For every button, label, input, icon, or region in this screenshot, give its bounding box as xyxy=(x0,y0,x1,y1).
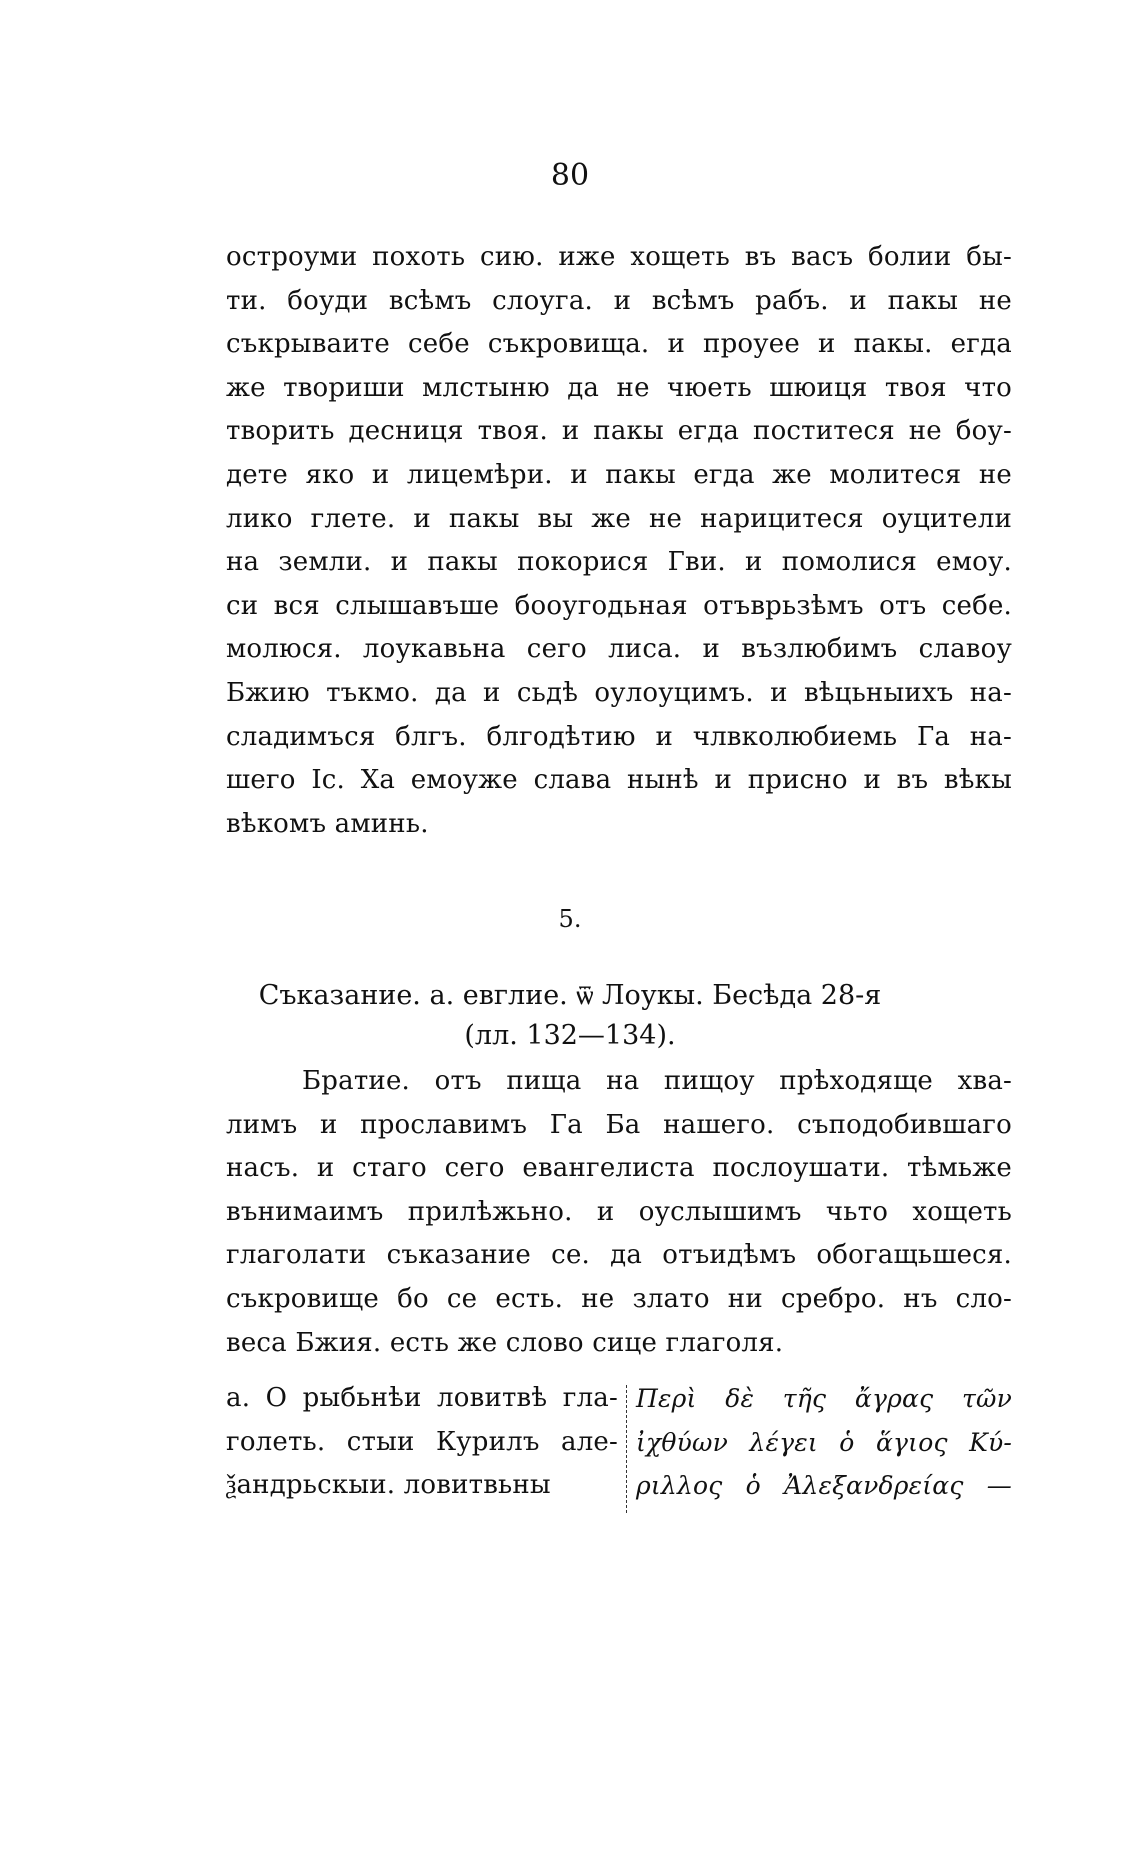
text-line: голеть. стыи Курилъ але- xyxy=(226,1426,618,1457)
parallel-text-columns xyxy=(226,1377,1012,1537)
text-line: вѣкомъ аминь. xyxy=(226,808,429,839)
text-line: молюся. лоукавьна сего лиса. и възлюбимъ славоу xyxy=(226,634,1012,665)
heading-line-1: Съказание. а. евглие. ѿ Лоукы. Бесѣда 28-я xyxy=(258,980,882,1011)
text-line: дете яко и лицемѣри. и пакы егда же молитеся не xyxy=(226,459,1012,490)
text-line: же твориши млстыню да не чюеть шюиця твоя что xyxy=(226,372,1012,403)
text-line: вънимаимъ прилѣжьно. и оуслышимъ чьто хощеть xyxy=(226,1196,1012,1227)
text-line: Братие. отъ пища на пищоу прѣходяще хва- xyxy=(302,1066,1012,1096)
text-line: остроуми похоть сию. иже хощеть въ васъ болии бы- xyxy=(226,242,1012,272)
heading-line-2: (лл. 132—134). xyxy=(464,1020,676,1051)
section-number: 5. xyxy=(558,905,582,933)
text-line: лимъ и прославимъ Га Ба нашего. съподобившаго xyxy=(226,1109,1012,1140)
text-line: ἰχθύων λέγει ὁ ἅγιος Κύ- xyxy=(636,1427,1012,1457)
text-line: Περὶ δὲ τῆς ἄγρας τῶν xyxy=(636,1384,1012,1413)
text-line: ти. боуди всѣмъ слоуга. и всѣмъ рабъ. и пакы не xyxy=(226,285,1012,316)
text-line: ριλλος ὁ Ἀλεξανδρείας — xyxy=(636,1471,1012,1501)
greek-column xyxy=(636,1377,1012,1508)
text-line: си вся слышавъше бооугодьная отъврьзѣмъ отъ себе. xyxy=(226,590,1012,621)
paragraph-2 xyxy=(226,1060,1012,1365)
text-line: творить десниця твоя. и пакы егда поститеся не боу- xyxy=(226,416,1012,447)
text-line: съкрываите себе съкровища. и проуее и пакы. егда xyxy=(226,329,1012,360)
text-line: Бжию тъкмо. да и сьдѣ оулоуцимъ. и вѣцьныихъ на- xyxy=(226,677,1012,708)
column-divider xyxy=(626,1385,627,1513)
text-line: сладимъся блгъ. блгодѣтию и члвколюбиемь Га на- xyxy=(226,721,1012,752)
text-line: лико глете. и пакы вы же не нарицитеся оуцители xyxy=(226,503,1012,534)
text-line: насъ. и стаго сего евангелиста послоушати. тѣмьже xyxy=(226,1153,1012,1184)
page-number: 80 xyxy=(550,158,590,193)
text-line: глаголати съказание се. да отъидѣмъ обогащьшеся. xyxy=(226,1240,1012,1271)
text-line: а. О рыбьнѣи ловитвѣ гла- xyxy=(226,1383,618,1413)
paragraph-1 xyxy=(226,236,1012,846)
text-line: шего Іс. Ха емоуже слава нынѣ и присно и въ вѣкы xyxy=(226,765,1012,796)
text-line: съкровище бо се есть. не злато ни сребро. нъ сло- xyxy=(226,1283,1012,1314)
slavonic-column xyxy=(226,1377,618,1508)
text-line: ѯандрьскыи. ловитвьны xyxy=(226,1470,551,1501)
text-line: веса Бжия. есть же слово сице глаголя. xyxy=(226,1327,784,1358)
text-line: на земли. и пакы покорися Гви. и помолися емоу. xyxy=(226,547,1012,578)
section-heading xyxy=(0,976,1140,1056)
